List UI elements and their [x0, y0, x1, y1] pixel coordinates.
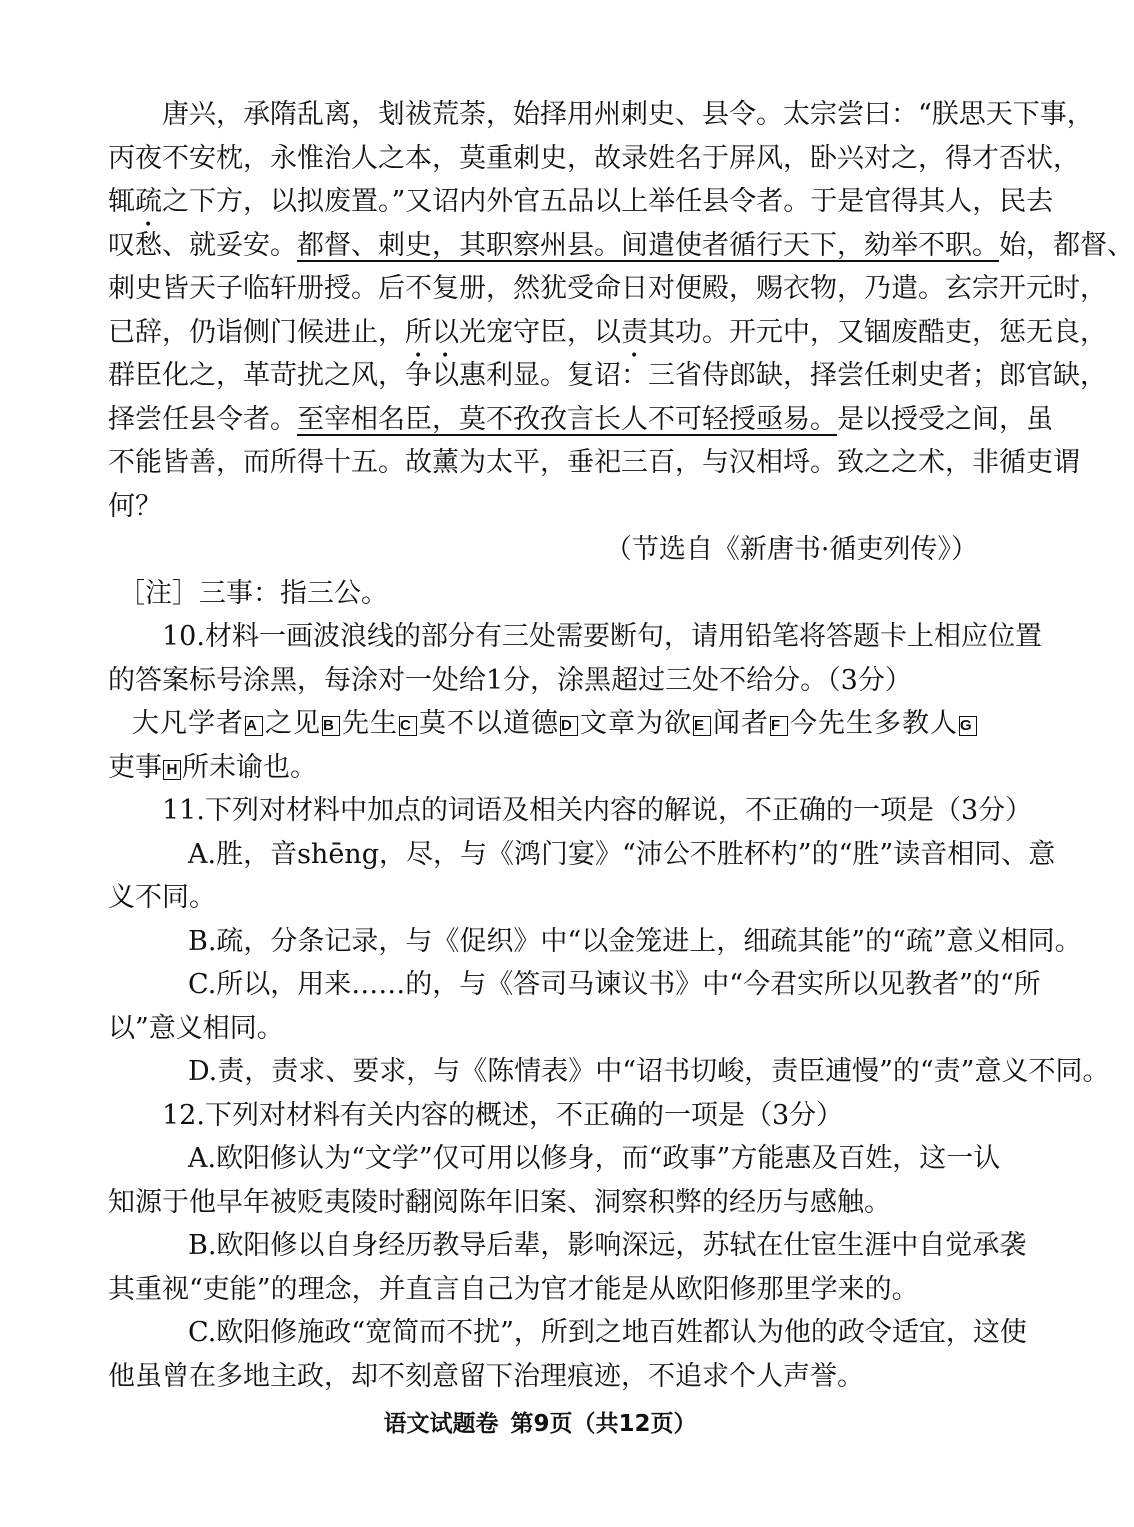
question-12-option-b [108, 1227, 1027, 1267]
passage-text: 之下方，以拟废置。”又诏内外官五品以上举任县令者。于是官得其人，民去 [162, 186, 1054, 217]
question-11-option-a [108, 879, 978, 919]
passage-text: 光宠守臣，以 [459, 316, 621, 348]
option-text: C.所以，用来……的，与《答司马谏议书》中“今君实所以见教者”的“所 [188, 969, 1041, 1000]
passage-text: 辄 [108, 186, 135, 217]
sentence-segment: 莫不以道德 [418, 708, 559, 739]
passage-text: 不能皆善，而所得十五。故薰为太平，垂祀三百，与汉相埒。致之之术，非循吏谓 [108, 447, 1080, 478]
sentence-segment: 大凡学者 [132, 708, 244, 739]
question-12-stem [108, 1097, 978, 1137]
question-10-sentence [108, 705, 978, 745]
question-text: 10.材料一画波浪线的部分有三处需要断句，请用铅笔将答题卡上相应位置 [162, 621, 1042, 652]
passage-line [108, 357, 1107, 397]
answer-box-b[interactable]: B [322, 716, 340, 736]
answer-box-g[interactable]: G [959, 716, 977, 736]
answer-box-f[interactable]: F [770, 716, 788, 736]
passage-line [108, 183, 1054, 223]
passage-text: 其功。开元中，又锢废酷吏，惩无良， [648, 316, 1107, 348]
question-12-option-c [108, 1358, 978, 1398]
underlined-sentence: 都督、刺史，其职察州县。间遣使者循行天下，劾举不职。 [297, 229, 999, 261]
question-11-option-c [108, 1010, 978, 1050]
passage-line [108, 314, 1107, 354]
question-12-option-b [108, 1271, 978, 1311]
passage-line [108, 140, 1080, 180]
question-11-option-d [108, 1053, 1110, 1093]
passage-line [108, 96, 1094, 136]
sentence-segment: 闻者 [712, 708, 769, 739]
question-10-sentence [108, 749, 978, 789]
footer-subject: 语文试题卷 [383, 1411, 499, 1437]
passage-text: 丙夜不安枕，永惟治人之本，莫重刺史，故录姓名于屏风，卧兴对之，得才否状， [108, 142, 1080, 174]
footer-page-number: 第9页（共12页） [510, 1411, 697, 1437]
option-text: B.疏，分条记录，与《促织》中“以金笼进上，细疏其能”的“疏”意义相同。 [188, 925, 1082, 957]
dotted-word: 责 [621, 316, 648, 348]
option-text: 其重视“吏能”的理念，并直言自己为官才能是从欧阳修那里学来的。 [108, 1273, 919, 1305]
passage-line [108, 488, 978, 528]
sentence-segment: 所未谕也。 [182, 751, 317, 783]
option-text: A.胜，音shēng，尽，与《鸿门宴》“沛公不胜杯杓”的“胜”读音相同、意 [188, 838, 1056, 870]
dotted-word: 疏 [135, 186, 162, 217]
option-text: B.欧阳修以自身经历教导后辈，影响深远，苏轼在仕宦生涯中自觉承袭 [188, 1230, 1027, 1261]
question-11-option-c [108, 966, 1041, 1006]
sentence-segment: 文章为欲 [579, 708, 692, 739]
answer-box-a[interactable]: A [245, 716, 263, 736]
answer-box-d[interactable]: D [560, 716, 578, 736]
passage-text: 何？ [108, 490, 162, 522]
option-text: 义不同。 [108, 882, 216, 913]
question-text: 的答案标号涂黑，每涂对一处给1分，涂黑超过三处不给分。（3分） [108, 664, 912, 696]
note-text: ［注］三事：指三公。 [118, 577, 388, 609]
sentence-segment: 之见 [264, 708, 321, 739]
sentence-segment: 今先生多教人 [789, 708, 958, 739]
passage-line [108, 227, 1134, 267]
question-text: 12.下列对材料有关内容的概述，不正确的一项是（3分） [162, 1099, 844, 1131]
question-12-option-a [108, 1184, 978, 1224]
option-text: 知源于他早年被贬夷陵时翻阅陈年旧案、洞察积弊的经历与感触。 [108, 1186, 891, 1218]
passage-text: 群臣化之，革苛扰之风，争以惠利显。复诏：三省侍郎缺，择尝任刺史者；郎官缺， [108, 360, 1107, 391]
passage-source [108, 531, 978, 571]
answer-box-e[interactable]: E [693, 716, 711, 736]
answer-box-h[interactable]: H [163, 760, 181, 780]
source-text: （节选自《新唐书·循吏列传》） [604, 534, 978, 565]
passage-line [108, 270, 1107, 310]
passage-note [108, 575, 978, 615]
question-12-option-c [108, 1314, 1027, 1354]
passage-text: 刺史皆天子临轩册授。后不复册，然犹受命日对便殿，赐衣物，乃遣。玄宗开元时， [108, 273, 1107, 304]
underlined-sentence: 至宰相名臣，莫不孜孜言长人不可轻授亟易。 [297, 403, 837, 435]
question-11-stem [108, 792, 1033, 832]
passage-text: 是以授受之间，虽 [837, 403, 1053, 435]
page-footer [0, 1407, 1080, 1441]
question-10-stem [108, 618, 1042, 658]
option-text: D.责，责求、要求，与《陈情表》中“诏书切峻，责臣逋慢”的“责”意义不同。 [188, 1056, 1110, 1087]
sentence-segment: 先生 [341, 708, 398, 739]
passage-line [108, 444, 1080, 484]
sentence-segment: 吏事 [108, 751, 162, 783]
question-12-option-a [108, 1140, 1001, 1180]
question-10-stem [108, 662, 978, 702]
dotted-word: 所以 [405, 316, 459, 348]
passage-text: 唐兴，承隋乱离，刬祓荒荼，始择用州刺史、县令。太宗尝曰：“朕思天下事， [162, 99, 1094, 130]
option-text: 他虽曾在多地主政，却不刻意留下治理痕迹，不追求个人声誉。 [108, 1360, 864, 1392]
question-11-option-b [108, 923, 1082, 963]
question-11-option-a [108, 836, 1056, 876]
option-text: 以”意义相同。 [108, 1012, 284, 1044]
passage-text: 始，都督、 [999, 229, 1134, 261]
question-text: 11.下列对材料中加点的词语及相关内容的解说，不正确的一项是（3分） [162, 795, 1033, 826]
passage-text: 已辞，仍诣侧门候进止， [108, 316, 405, 348]
passage-text: 择尝任县令者。 [108, 403, 297, 435]
passage-text: 叹愁、就妥安。 [108, 229, 297, 261]
answer-box-c[interactable]: C [399, 716, 417, 736]
option-text: A.欧阳修认为“文学”仅可用以修身，而“政事”方能惠及百姓，这一认 [188, 1143, 1001, 1174]
option-text: C.欧阳修施政“宽简而不扰”，所到之地百姓都认为他的政令适宜，这使 [188, 1317, 1027, 1348]
passage-line [108, 401, 1053, 441]
